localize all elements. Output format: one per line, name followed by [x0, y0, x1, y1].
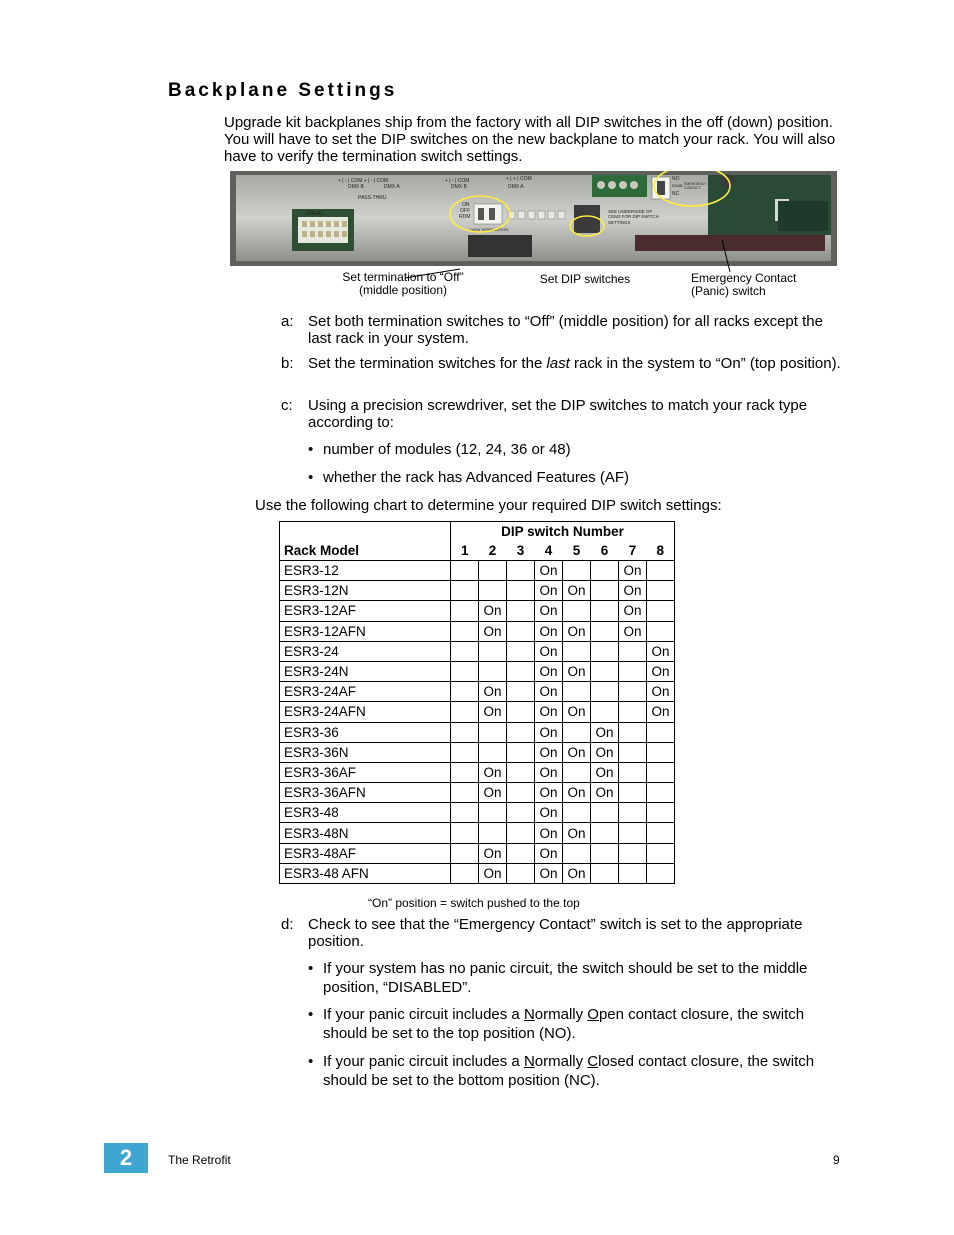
panic-bullet-3-mid: ormally: [534, 1053, 588, 1070]
panic-bullet-2-text: [323, 1005, 848, 1043]
dip-switch-8-cell: [647, 621, 675, 641]
dip-switch-6-cell: On: [591, 783, 619, 803]
bullet-symbol: •: [308, 960, 314, 977]
dip-switch-8-cell: [647, 601, 675, 621]
rack-model-cell: ESR3-12: [280, 561, 451, 581]
table-row: [280, 863, 675, 883]
dip-switch-8-cell: [647, 561, 675, 581]
board-label-emergency: EMERGENCY: [684, 182, 707, 186]
board-label-com-a: + | - | COM + | - | COM: [338, 178, 389, 184]
dip-switch-1-cell: [451, 722, 479, 742]
dip-switch-4-cell: On: [535, 682, 563, 702]
intro-paragraph: Upgrade kit backplanes ship from the factory with all DIP switches in the off (down) position. You will have to set the DIP switches on the new backplane to match your rack. You will also have to verify the termination switch settings.: [224, 114, 836, 165]
dip-number-3: 3: [507, 541, 535, 561]
dip-switch-1-cell: [451, 581, 479, 601]
dip-switch-6-cell: [591, 863, 619, 883]
emergency-caption-line2: (Panic) switch: [691, 284, 766, 298]
dip-switch-2-cell: [479, 661, 507, 681]
dip-switch-8-cell: On: [647, 682, 675, 702]
dip-caption: Set DIP switches: [539, 272, 631, 286]
dip-switch-5-cell: [563, 641, 591, 661]
panic-bullet-3-u2: C: [587, 1053, 599, 1070]
dip-switch-1-cell: [451, 661, 479, 681]
rack-model-cell: ESR3-48N: [280, 823, 451, 843]
dip-switch-7-cell: On: [619, 581, 647, 601]
dip-switch-3-cell: [507, 803, 535, 823]
dip-switch-2-cell: [479, 803, 507, 823]
dip-switch-6-cell: On: [591, 742, 619, 762]
step-b-text: [308, 355, 841, 372]
dip-switch-8-cell: On: [647, 641, 675, 661]
dip-switch-6-cell: [591, 641, 619, 661]
dip-switch-5-cell: On: [563, 823, 591, 843]
dip-switch-2-cell: On: [479, 843, 507, 863]
dip-switch-8-cell: [647, 803, 675, 823]
step-b-text-pre: Set the termination switches for the: [308, 355, 547, 372]
dip-number-7: 7: [619, 541, 647, 561]
dip-number-4: 4: [535, 541, 563, 561]
emergency-caption-line1: Emergency Contact: [691, 271, 797, 285]
board-label-dmx-b1: DMX B: [348, 184, 364, 190]
dip-switch-6-cell: On: [591, 722, 619, 742]
dip-switch-3-cell: [507, 722, 535, 742]
table-header-blank: [280, 522, 451, 542]
dip-switch-2-cell: [479, 561, 507, 581]
bullet-symbol: •: [308, 1006, 314, 1023]
board-label-contact: CONTACT: [684, 186, 701, 190]
board-label-dmx-a2: DMX A: [508, 184, 524, 190]
step-d-text: Check to see that the “Emergency Contact” switch is set to the appropriate position.: [308, 916, 803, 950]
table-row: [280, 803, 675, 823]
dip-switch-3-cell: [507, 742, 535, 762]
dip-switch-8-cell: [647, 863, 675, 883]
dip-switch-7-cell: [619, 762, 647, 782]
dip-switch-3-cell: [507, 661, 535, 681]
dip-switch-5-cell: [563, 843, 591, 863]
dip-switch-4-cell: On: [535, 581, 563, 601]
emergency-leader-line: [709, 240, 730, 272]
dip-switch-7-cell: [619, 722, 647, 742]
dip-switch-7-cell: [619, 641, 647, 661]
dip-switch-6-cell: [591, 561, 619, 581]
rack-model-cell: ESR3-12N: [280, 581, 451, 601]
step-c-bullet-2: [308, 468, 848, 487]
dip-switch-7-cell: [619, 742, 647, 762]
dip-switch-5-cell: [563, 561, 591, 581]
rack-model-cell: ESR3-36N: [280, 742, 451, 762]
chapter-number-badge: 2: [104, 1143, 148, 1173]
dip-switch-number-header: DIP switch Number: [451, 522, 675, 542]
dip-switch-4-cell: On: [535, 783, 563, 803]
panic-bullet-2-u1: N: [523, 1006, 535, 1023]
board-label-rdm: RDM: [459, 214, 471, 220]
dip-switch-8-cell: On: [647, 702, 675, 722]
dip-switch-3-cell: [507, 682, 535, 702]
panic-bullet-2-pre: If your panic circuit includes a: [323, 1006, 524, 1023]
panic-bullet-2: [308, 1005, 848, 1043]
dip-switch-3-cell: [507, 641, 535, 661]
dip-switch-8-cell: [647, 581, 675, 601]
step-a: [281, 313, 841, 347]
dip-switch-8-cell: [647, 742, 675, 762]
table-row: [280, 581, 675, 601]
table-row: [280, 702, 675, 722]
dip-switch-4-cell: On: [535, 762, 563, 782]
dip-switch-8-cell: [647, 823, 675, 843]
step-a-text: Set both termination switches to “Off” (middle position) for all racks except the last rack in your system.: [308, 313, 823, 347]
dip-switch-8-cell: [647, 783, 675, 803]
dip-switch-7-cell: [619, 783, 647, 803]
board-label-nc: NC: [672, 191, 680, 197]
panic-bullet-3: [308, 1052, 848, 1090]
bullet-symbol: •: [308, 1053, 314, 1070]
step-c-bullet-1: [308, 440, 848, 459]
board-label-termination: DATA TERMINATION: [470, 227, 509, 232]
dip-switch-8-cell: On: [647, 661, 675, 681]
dip-switch-4-cell: On: [535, 742, 563, 762]
dip-number-2: 2: [479, 541, 507, 561]
board-label-on: ON: [462, 202, 470, 208]
dip-switch-1-cell: [451, 803, 479, 823]
table-row: [280, 561, 675, 581]
dip-switch-2-cell: [479, 742, 507, 762]
dip-switch-4-cell: On: [535, 661, 563, 681]
rack-model-cell: ESR3-36: [280, 722, 451, 742]
dip-switch-5-cell: [563, 803, 591, 823]
panic-bullet-3-text: [323, 1052, 848, 1090]
dip-switch-6-cell: [591, 601, 619, 621]
chapter-name: The Retrofit: [168, 1153, 231, 1167]
panic-bullet-3-u1: N: [523, 1053, 535, 1070]
dip-switch-5-cell: [563, 682, 591, 702]
panic-bullet-1: [308, 959, 848, 997]
dip-switch-2-cell: [479, 581, 507, 601]
rack-model-cell: ESR3-36AF: [280, 762, 451, 782]
step-b-text-post: rack in the system to “On” (top position).: [569, 355, 841, 372]
dip-switch-table: [279, 521, 675, 884]
dip-switch-7-cell: [619, 863, 647, 883]
step-c-label: c:: [281, 397, 293, 414]
dip-switch-7-cell: On: [619, 621, 647, 641]
chart-intro: Use the following chart to determine your required DIP switch settings:: [255, 497, 722, 514]
termination-caption-line1: Set termination to “Off”: [342, 270, 464, 284]
dip-switch-1-cell: [451, 843, 479, 863]
dip-switch-7-cell: [619, 702, 647, 722]
board-label-com-b: + | - | COM: [445, 178, 470, 184]
dip-switch-4-cell: On: [535, 621, 563, 641]
dip-switch-8-cell: [647, 762, 675, 782]
dip-table-body: [280, 561, 675, 884]
board-label-disab: DISAB.: [672, 184, 684, 188]
dip-switch-1-cell: [451, 863, 479, 883]
dip-switch-2-cell: On: [479, 601, 507, 621]
rack-model-cell: ESR3-48: [280, 803, 451, 823]
dip-switch-2-cell: On: [479, 702, 507, 722]
dip-number-8: 8: [647, 541, 675, 561]
table-row: [280, 823, 675, 843]
rack-model-cell: ESR3-24N: [280, 661, 451, 681]
table-row: [280, 641, 675, 661]
step-a-label: a:: [281, 313, 294, 330]
panic-bullet-1-text: If your system has no panic circuit, the switch should be set to the middle position, “DISABLED”.: [323, 960, 808, 996]
board-label-settings: SETTINGS: [608, 220, 631, 225]
bullet-symbol: •: [308, 469, 314, 486]
dip-switch-2-cell: On: [479, 621, 507, 641]
dip-switch-3-cell: [507, 601, 535, 621]
rack-model-cell: ESR3-24AF: [280, 682, 451, 702]
table-footnote: “On” position = switch pushed to the top: [368, 896, 580, 910]
board-label-pass-thru: PASS-THRU: [358, 195, 387, 201]
dip-switch-3-cell: [507, 702, 535, 722]
board-label-120vac: 120VAC: [306, 211, 325, 217]
termination-caption-line2: (middle position): [358, 283, 448, 297]
board-label-dmx-b2: DMX B: [451, 184, 467, 190]
dip-switch-6-cell: On: [591, 762, 619, 782]
dip-switch-1-cell: [451, 742, 479, 762]
dip-switch-1-cell: [451, 702, 479, 722]
dip-switch-4-cell: On: [535, 601, 563, 621]
dip-switch-5-cell: [563, 762, 591, 782]
step-b: [281, 355, 841, 372]
dip-switch-6-cell: [591, 843, 619, 863]
termination-caption: [335, 271, 471, 297]
rack-model-cell: ESR3-24AFN: [280, 702, 451, 722]
dip-switch-7-cell: [619, 661, 647, 681]
dip-switch-1-cell: [451, 621, 479, 641]
dip-switch-5-cell: [563, 601, 591, 621]
dip-switch-2-cell: On: [479, 682, 507, 702]
dip-switch-3-cell: [507, 863, 535, 883]
emergency-caption: [691, 272, 811, 298]
dip-switch-1-cell: [451, 762, 479, 782]
dip-switch-2-cell: [479, 722, 507, 742]
dip-switch-6-cell: [591, 661, 619, 681]
dip-switch-6-cell: [591, 682, 619, 702]
dip-switch-3-cell: [507, 581, 535, 601]
dip-switch-5-cell: On: [563, 661, 591, 681]
table-row: [280, 601, 675, 621]
step-c-bullet-1-text: number of modules (12, 24, 36 or 48): [323, 441, 571, 458]
step-b-text-em: last: [546, 355, 570, 372]
dip-switch-1-cell: [451, 823, 479, 843]
rack-model-cell: ESR3-12AF: [280, 601, 451, 621]
board-label-see-underside: SEE UNDERSIDE OF: [608, 209, 653, 214]
dip-switch-4-cell: On: [535, 823, 563, 843]
step-c-bullet-2-text: whether the rack has Advanced Features (AF): [323, 469, 629, 486]
dip-switch-5-cell: On: [563, 621, 591, 641]
dip-switch-2-cell: [479, 823, 507, 843]
dip-switch-2-cell: On: [479, 783, 507, 803]
rack-model-cell: ESR3-12AFN: [280, 621, 451, 641]
dip-switch-1-cell: [451, 641, 479, 661]
dip-number-5: 5: [563, 541, 591, 561]
dip-switch-6-cell: [591, 621, 619, 641]
dip-switch-1-cell: [451, 601, 479, 621]
table-row: [280, 621, 675, 641]
dip-switch-3-cell: [507, 561, 535, 581]
dip-switch-5-cell: [563, 722, 591, 742]
dip-switch-7-cell: [619, 682, 647, 702]
step-b-label: b:: [281, 355, 294, 372]
dip-switch-2-cell: On: [479, 762, 507, 782]
dip-switch-4-cell: On: [535, 702, 563, 722]
rack-model-cell: ESR3-24: [280, 641, 451, 661]
dip-switch-1-cell: [451, 682, 479, 702]
dip-switch-6-cell: [591, 803, 619, 823]
dip-switch-4-cell: On: [535, 843, 563, 863]
panic-bullet-2-mid: ormally: [534, 1006, 588, 1023]
board-label-dmx-a1: DMX A: [384, 184, 400, 190]
page-number: 9: [833, 1153, 840, 1167]
panic-bullet-2-u2: O: [587, 1006, 599, 1023]
table-row: [280, 661, 675, 681]
dip-switch-5-cell: On: [563, 783, 591, 803]
dip-switch-4-cell: On: [535, 863, 563, 883]
board-label-cem3: CEM3 FOR DIP SWITCH: [608, 214, 659, 219]
table-row: [280, 742, 675, 762]
panic-bullet-2-post: pen contact closure, the switch should be set to the top position (NO).: [323, 1006, 805, 1042]
dip-switch-7-cell: [619, 843, 647, 863]
dip-switch-3-cell: [507, 762, 535, 782]
rack-model-cell: ESR3-48 AFN: [280, 863, 451, 883]
dip-number-6: 6: [591, 541, 619, 561]
dip-switch-4-cell: On: [535, 641, 563, 661]
dip-switch-5-cell: On: [563, 863, 591, 883]
dip-switch-6-cell: [591, 702, 619, 722]
dip-switch-7-cell: On: [619, 561, 647, 581]
dip-switch-3-cell: [507, 621, 535, 641]
rack-model-header: Rack Model: [280, 541, 451, 561]
dip-switch-3-cell: [507, 843, 535, 863]
table-row: [280, 762, 675, 782]
dip-switch-4-cell: On: [535, 803, 563, 823]
dip-switch-2-cell: [479, 641, 507, 661]
dip-switch-6-cell: [591, 823, 619, 843]
dip-switch-5-cell: On: [563, 702, 591, 722]
dip-switch-7-cell: On: [619, 601, 647, 621]
section-heading: Backplane Settings: [168, 80, 398, 101]
board-label-no: NO: [672, 176, 680, 182]
board-label-off: OFF: [460, 208, 470, 214]
dip-number-1: 1: [451, 541, 479, 561]
dip-switch-5-cell: On: [563, 581, 591, 601]
table-row: [280, 843, 675, 863]
panic-bullet-3-post: losed contact closure, the switch should be set to the bottom position (NC).: [323, 1053, 815, 1089]
dip-switch-2-cell: On: [479, 863, 507, 883]
table-row: [280, 783, 675, 803]
step-c: [281, 397, 841, 431]
dip-switch-8-cell: [647, 722, 675, 742]
dip-switch-4-cell: On: [535, 561, 563, 581]
step-d: [281, 916, 841, 950]
table-row: [280, 722, 675, 742]
step-c-text: Using a precision screwdriver, set the DIP switches to match your rack type according to:: [308, 397, 808, 431]
dip-switch-1-cell: [451, 783, 479, 803]
dip-switch-3-cell: [507, 783, 535, 803]
dip-switch-8-cell: [647, 843, 675, 863]
table-row: [280, 682, 675, 702]
step-d-label: d:: [281, 916, 294, 933]
dip-switch-7-cell: [619, 803, 647, 823]
dip-switch-7-cell: [619, 823, 647, 843]
dip-switch-1-cell: [451, 561, 479, 581]
rack-model-cell: ESR3-48AF: [280, 843, 451, 863]
bullet-symbol: •: [308, 441, 314, 458]
board-label-com-c: + | + | COM: [506, 176, 532, 182]
dip-switch-3-cell: [507, 823, 535, 843]
dip-switch-5-cell: On: [563, 742, 591, 762]
panic-bullet-3-pre: If your panic circuit includes a: [323, 1053, 524, 1070]
dip-switch-6-cell: [591, 581, 619, 601]
rack-model-cell: ESR3-36AFN: [280, 783, 451, 803]
dip-switch-4-cell: On: [535, 722, 563, 742]
